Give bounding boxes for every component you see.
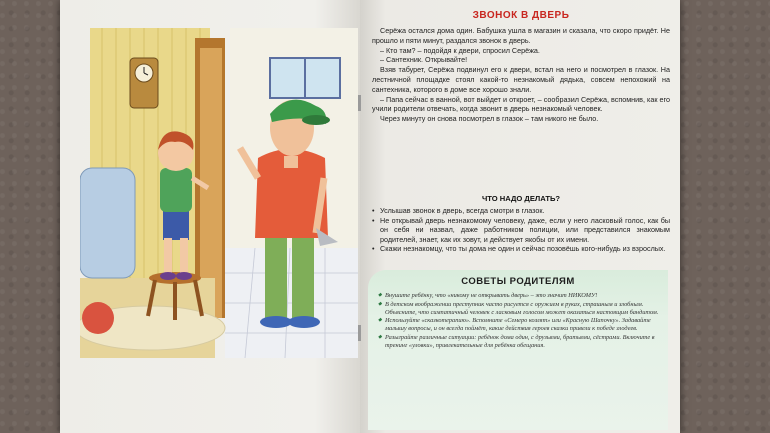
story-paragraph: – Сантехник. Открывайте! xyxy=(380,55,468,65)
tip-item: ◆ Внушите ребёнку, что «никому не открывать дверь» – это значит НИКОМУ! xyxy=(378,292,660,300)
story-title: ЗВОНОК В ДВЕРЬ xyxy=(472,10,570,21)
what-to-do-heading: ЧТО НАДО ДЕЛАТЬ? xyxy=(481,194,561,203)
rule-item: • Не открывай дверь незнакомому человеку, даже, если у него ласковый голос, как бы он себя ни назвал, даже работником полиции, или представился знакомым родителей, знает, как их зовут, и действует якобы от их имени. xyxy=(372,216,670,245)
red-ball xyxy=(82,302,114,334)
armchair xyxy=(80,168,135,278)
story-paragraph: – Кто там? – подойдя к двери, спросил Серёжа. xyxy=(380,45,540,55)
story-text xyxy=(372,26,670,186)
doorbell-illustration xyxy=(80,28,358,388)
tip-item: ◆ Разыграйте различные ситуации: ребёнок дома один, с друзьями, братьями, сёстрами. Включите в тренинг «уловки», привлекательные для ребёнка обещания. xyxy=(378,334,660,350)
staple-top xyxy=(358,95,361,111)
story-paragraph: Взяв табурет, Серёжа подвинул его к двери, встал на него и посмотрел в глазок. На лестничной площадке стоял какой-то незнакомый дядька, совсем непохожий на сантехника, которого в доме все хорошо знали. xyxy=(372,65,670,94)
story-paragraph: – Папа сейчас в ванной, вот выйдет и откроет, – сообразил Серёжа, вспомнив, как его учили родители отвечать, когда звонит в дверь незнакомый человек. xyxy=(372,94,670,114)
parents-tips-heading: СОВЕТЫ РОДИТЕЛЯМ xyxy=(461,276,575,287)
staple-bottom xyxy=(358,325,361,341)
tip-item: ◆ Используйте «сказкотерапию». Вспомните «Семеро козлят» или «Красную Шапочку». Задавайте малышу вопросы, и он всегда поймёт, какие действия героев сказки привели к победе злодеев. xyxy=(378,317,660,333)
story-paragraph: Серёжа остался дома один. Бабушка ушла в магазин и сказала, что скоро придёт. Не прошло и пяти минут, раздался звонок в дверь. xyxy=(372,26,670,45)
binding-staples xyxy=(356,0,364,433)
story-paragraph: Через минуту он снова посмотрел в глазок – там никого не было. xyxy=(380,114,599,124)
parents-tips-box xyxy=(368,270,668,430)
tip-item: ◆ В детском воображении преступник часто рисуется с оружием в руках, страшным и злобным. Объясните, что симпатичный человек с ласковым голосом может оказаться настоящим бандитом. xyxy=(378,301,660,317)
rule-item: • Услышав звонок в дверь, всегда смотри в глазок. xyxy=(372,206,670,216)
parents-tips-list xyxy=(378,292,660,350)
story-column xyxy=(372,10,670,254)
what-to-do-list xyxy=(372,206,670,254)
rule-item: • Скажи незнакомцу, что ты дома не один и сейчас позовёшь кого-нибудь из взрослых. xyxy=(372,244,670,254)
